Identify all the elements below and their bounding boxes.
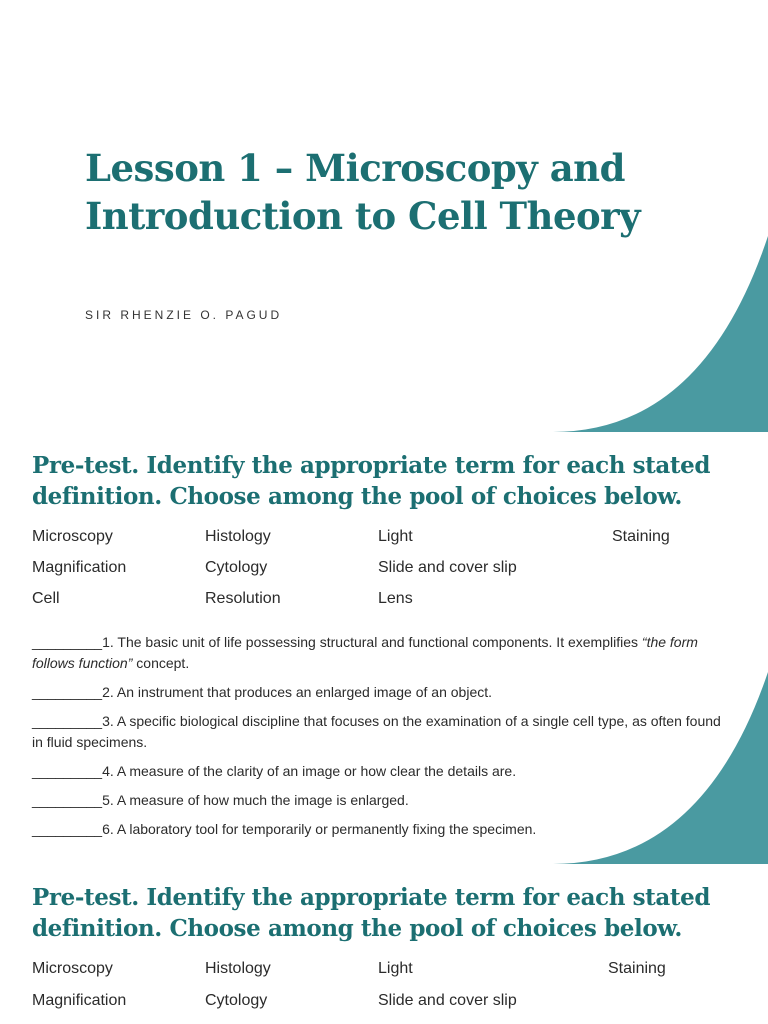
choice-histology: Histology bbox=[205, 528, 271, 545]
lesson-title: Lesson 1 – Microscopy and Introduction to Cell Theory bbox=[85, 146, 641, 238]
choice-light: Light bbox=[378, 960, 413, 977]
question-item bbox=[32, 682, 732, 703]
question-text-end: concept. bbox=[132, 655, 190, 671]
choice-slide-and-cover-slip: Slide and cover slip bbox=[378, 992, 517, 1009]
pretest-heading: Pre-test. Identify the appropriate term for each stated definition. Choose among the pool of choices below. bbox=[32, 452, 711, 510]
question-item bbox=[32, 711, 732, 753]
question-item bbox=[32, 761, 732, 782]
choice-staining: Staining bbox=[608, 960, 666, 977]
answer-blank: _________ bbox=[32, 792, 103, 808]
pretest-slide-repeat bbox=[0, 864, 768, 1024]
choice-lens: Lens bbox=[378, 590, 413, 607]
question-number: 4. bbox=[102, 763, 114, 779]
answer-blank: _________ bbox=[32, 634, 103, 650]
choice-microscopy: Microscopy bbox=[32, 960, 113, 977]
question-emphasis: “the form follows function” bbox=[32, 634, 698, 671]
question-text: The basic unit of life possessing structural and functional components. It exemplifies bbox=[113, 634, 642, 650]
pretest-heading: Pre-test. Identify the appropriate term for each stated definition. Choose among the pool of choices below. bbox=[32, 884, 711, 942]
question-list bbox=[32, 632, 732, 848]
choice-slide-and-cover-slip: Slide and cover slip bbox=[378, 559, 517, 576]
choice-cytology: Cytology bbox=[205, 992, 268, 1009]
choice-microscopy: Microscopy bbox=[32, 528, 113, 545]
question-text: A laboratory tool for temporarily or permanently fixing the specimen. bbox=[113, 821, 537, 837]
answer-blank: _________ bbox=[32, 684, 103, 700]
question-item bbox=[32, 819, 732, 840]
title-slide bbox=[0, 0, 768, 432]
question-number: 3. bbox=[102, 713, 114, 729]
choice-cytology: Cytology bbox=[205, 559, 268, 576]
pretest-slide bbox=[0, 432, 768, 864]
choice-magnification: Magnification bbox=[32, 559, 127, 576]
question-number: 2. bbox=[102, 684, 114, 700]
question-text: A measure of the clarity of an image or how clear the details are. bbox=[113, 763, 517, 779]
question-item bbox=[32, 632, 732, 674]
question-text: An instrument that produces an enlarged image of an object. bbox=[113, 684, 493, 700]
question-number: 5. bbox=[102, 792, 114, 808]
choice-light: Light bbox=[378, 528, 413, 545]
question-item bbox=[32, 790, 732, 811]
question-text: A measure of how much the image is enlarged. bbox=[113, 792, 409, 808]
choice-cell: Cell bbox=[32, 590, 60, 607]
teal-arc-decoration bbox=[553, 236, 768, 432]
choice-resolution: Resolution bbox=[205, 590, 281, 607]
choice-magnification: Magnification bbox=[32, 992, 127, 1009]
question-number: 1. bbox=[102, 634, 114, 650]
choice-histology: Histology bbox=[205, 960, 271, 977]
question-text: A specific biological discipline that focuses on the examination of a single cell type, as often found in fluid specimens. bbox=[32, 713, 721, 750]
answer-blank: _________ bbox=[32, 821, 103, 837]
choice-staining: Staining bbox=[612, 528, 670, 545]
answer-blank: _________ bbox=[32, 763, 103, 779]
question-number: 6. bbox=[102, 821, 114, 837]
answer-blank: _________ bbox=[32, 713, 103, 729]
author-name: SIR RHENZIE O. PAGUD bbox=[85, 308, 283, 322]
